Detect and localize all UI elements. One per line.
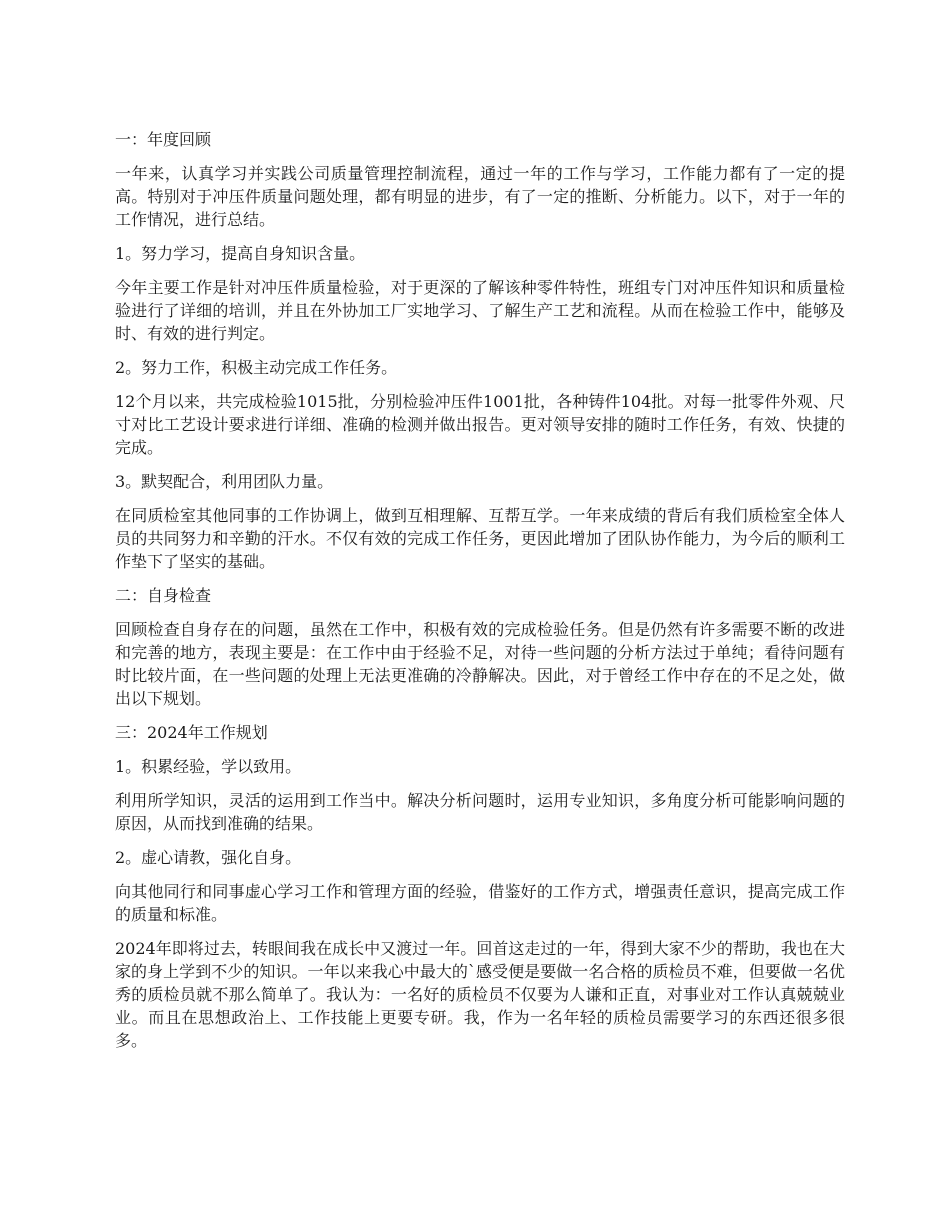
document-body: [115, 128, 845, 1063]
section-heading-plan: 三：2024年工作规划: [115, 723, 268, 742]
paragraph-conclusion: 2024年即将过去，转眼间我在成长中又渡过一年。回首这走过的一年，得到大家不少的帮助，我也在大家的身上学到不少的知识。一年以来我心中最大的`感受便是要做一名合格的质检员不难，但要做一名优秀的质检员就不那么简单了。我认为：一名好的质检员不仅要为人谦和正直，对事业对工作认真兢兢业业。而且在思想政治上、工作技能上更要专研。我，作为一名年轻的质检员需要学习的东西还很多很多。: [115, 939, 845, 1050]
section-heading-self-check: 二：自身检查: [115, 586, 212, 605]
subheading-work: 2。努力工作，积极主动完成工作任务。: [115, 358, 398, 377]
subheading-experience: 1。积累经验，学以致用。: [115, 757, 302, 776]
paragraph-intro: 一年来，认真学习并实践公司质量管理控制流程，通过一年的工作与学习，工作能力都有了一定的提高。特别对于冲压件质量问题处理，都有明显的进步，有了一定的推断、分析能力。以下，对于一年的工作情况，进行总结。: [115, 164, 845, 229]
subheading-humble: 2。虚心请教，强化自身。: [115, 848, 302, 867]
paragraph-self-check: 回顾检查自身存在的问题，虽然在工作中，积极有效的完成检验任务。但是仍然有许多需要不断的改进和完善的地方，表现主要是：在工作中由于经验不足，对待一些问题的分析方法过于单纯；看待问题有时比较片面，在一些问题的处理上无法更准确的冷静解决。因此，对于曾经工作中存在的不足之处，做出以下规划。: [115, 620, 845, 708]
paragraph-experience: 利用所学知识，灵活的运用到工作当中。解决分析问题时，运用专业知识，多角度分析可能影响问题的原因，从而找到准确的结果。: [115, 791, 845, 833]
paragraph-teamwork: 在同质检室其他同事的工作协调上，做到互相理解、互帮互学。一年来成绩的背后有我们质检室全体人员的共同努力和辛勤的汗水。不仅有效的完成工作任务，更因此增加了团队协作能力，为今后的顺利工作垫下了坚实的基础。: [115, 506, 845, 571]
section-heading-annual-review: 一：年度回顾: [115, 130, 212, 149]
subheading-study: 1。努力学习，提高自身知识含量。: [115, 244, 366, 263]
paragraph-work: 12个月以来，共完成检验1015批，分别检验冲压件1001批，各种铸件104批。对每一批零件外观、尺寸对比工艺设计要求进行详细、准确的检测并做出报告。更对领导安排的随时工作任务，有效、快捷的完成。: [115, 392, 845, 457]
subheading-teamwork: 3。默契配合，利用团队力量。: [115, 472, 334, 491]
paragraph-study: 今年主要工作是针对冲压件质量检验，对于更深的了解该种零件特性，班组专门对冲压件知识和质量检验进行了详细的培训，并且在外协加工厂实地学习、了解生产工艺和流程。从而在检验工作中，能够及时、有效的进行判定。: [115, 278, 845, 343]
paragraph-humble: 向其他同行和同事虚心学习工作和管理方面的经验，借鉴好的工作方式，增强责任意识，提高完成工作的质量和标准。: [115, 882, 845, 924]
